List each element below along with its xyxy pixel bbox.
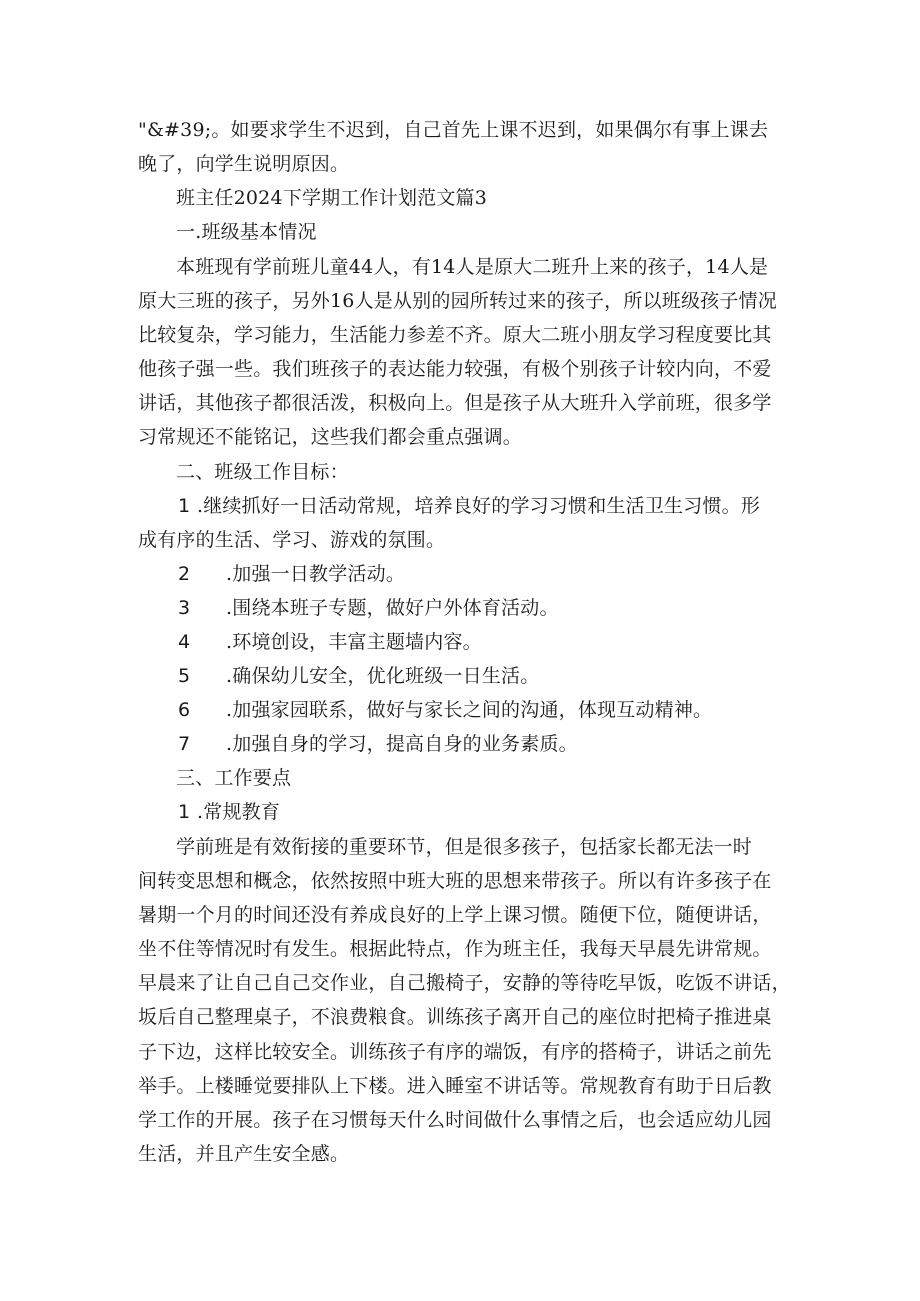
section-heading: 一.班级基本情况 (176, 221, 317, 243)
list-item-text: .围绕本班子专题，做好户外体育活动。 (226, 597, 559, 619)
paragraph-line: 举手。上楼睡觉要排队上下楼。进入睡室不讲话等。常规教育有助于日后教 (138, 1075, 772, 1097)
paragraph-line: 学工作的开展。孩子在习惯每天什么时间做什么事情之后，也会适应幼儿园 (138, 1109, 772, 1131)
paragraph-line: "&#39;。如要求学生不迟到，自己首先上课不迟到，如果偶尔有事上课去 (138, 119, 769, 141)
paragraph-line: 暑期一个月的时间还没有养成良好的上学上课习惯。随便下位，随便讲话， (138, 904, 772, 926)
section-heading: 二、班级工作目标： (176, 461, 349, 483)
paragraph-line: 习常规还不能铭记，这些我们都会重点强调。 (138, 426, 523, 448)
list-item-text: .继续抓好一日活动常规，培养良好的学习习惯和生活卫生习惯。形 (197, 495, 761, 517)
paragraph-line: 生活，并且产生安全感。 (138, 1143, 350, 1165)
subsection-heading: .常规教育 (197, 801, 281, 823)
section-title: 班主任2024下学期工作计划范文篇3 (176, 187, 488, 209)
paragraph-line: 他孩子强一些。我们班孩子的表达能力较强，有极个别孩子计较内向，不爱 (138, 358, 772, 380)
list-number: 1 (178, 495, 191, 517)
paragraph-line: 子下边，这样比较安全。训练孩子有序的端饭，有序的搭椅子，讲话之前先 (138, 1041, 772, 1063)
paragraph-line: 学前班是有效衔接的重要环节，但是很多孩子，包括家长都无法一时 (176, 836, 753, 858)
list-item-text: .加强一日教学活动。 (226, 563, 406, 585)
list-number: 5 (178, 665, 191, 687)
list-item-text: .加强自身的学习，提高自身的业务素质。 (226, 733, 578, 755)
list-number: 6 (178, 699, 191, 721)
paragraph-line: 本班现有学前班儿童44人，有14人是原大二班升上来的孩子，14人是 (176, 256, 769, 278)
list-number: 3 (178, 597, 191, 619)
paragraph-line: 原大三班的孩子，另外16人是从别的园所转过来的孩子，所以班级孩子情况 (138, 290, 777, 312)
section-heading: 三、工作要点 (176, 767, 292, 789)
list-number: 7 (178, 733, 191, 755)
paragraph-line: 讲话，其他孩子都很活泼，积极向上。但是孩子从大班升入学前班，很多学 (138, 392, 772, 414)
paragraph-line: 晚了，向学生说明原因。 (138, 153, 350, 175)
list-item-text: .确保幼儿安全，优化班级一日生活。 (226, 665, 540, 687)
list-number: 2 (178, 563, 191, 585)
list-number: 4 (178, 631, 191, 653)
list-item-text: .环境创设，丰富主题墙内容。 (226, 631, 482, 653)
list-number: 1 (178, 801, 191, 823)
list-item-text: 成有序的生活、学习、游戏的氛围。 (138, 529, 446, 551)
paragraph-line: 早晨来了让自己自己交作业，自己搬椅子，安静的等待吃早饭，吃饭不讲话， (138, 972, 791, 994)
paragraph-line: 比较复杂，学习能力，生活能力参差不齐。原大二班小朋友学习程度要比其 (138, 324, 772, 346)
paragraph-line: 坐不住等情况时有发生。根据此特点，作为班主任，我每天早晨先讲常规。 (138, 938, 772, 960)
paragraph-line: 坂后自己整理桌子，不浪费粮食。训练孩子离开自己的座位时把椅子推进桌 (138, 1006, 772, 1028)
list-item-text: .加强家园联系，做好与家长之间的沟通，体现互动精神。 (226, 699, 713, 721)
paragraph-line: 间转变思想和概念，依然按照中班大班的思想来带孩子。所以有许多孩子在 (138, 870, 772, 892)
